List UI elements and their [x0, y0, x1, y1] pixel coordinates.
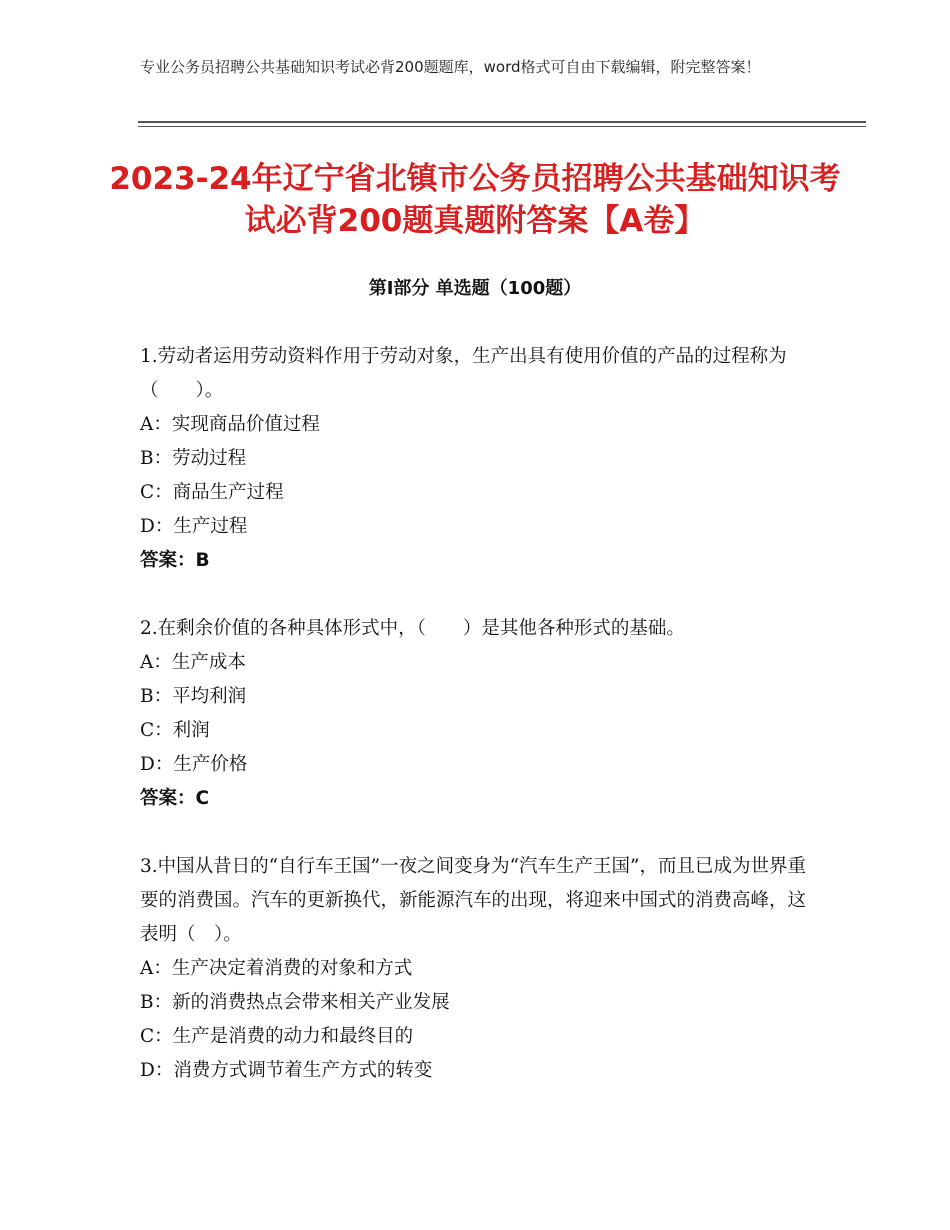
option-c: C：利润 — [140, 720, 210, 741]
option-b: B：劳动过程 — [140, 448, 247, 469]
option-d: D：消费方式调节着生产方式的转变 — [140, 1060, 433, 1081]
section-title: 第Ⅰ部分 单选题（100题） — [368, 278, 582, 299]
option-a: A：实现商品价值过程 — [140, 414, 320, 435]
question-stem: 3.中国从昔日的“自行车王国”一夜之间变身为“汽车生产王国”，而且已成为世界重要的消费国。汽车的更新换代，新能源汽车的出现，将迎来中国式的消费高峰，这表明（ ）。 — [140, 856, 807, 945]
question-2 — [140, 612, 810, 816]
header-divider-thick — [138, 121, 866, 123]
document-title: 2023-24年辽宁省北镇市公务员招聘公共基础知识考试必背200题真题附答案【A卷】 — [109, 161, 841, 239]
answer: 答案：C — [140, 788, 210, 809]
question-3 — [140, 850, 810, 1088]
option-a: A：生产成本 — [140, 652, 246, 673]
question-list — [140, 340, 810, 1122]
header-note: 专业公务员招聘公共基础知识考试必背200题题库，word格式可自由下载编辑，附完整答案！ — [140, 58, 761, 76]
option-b: B：平均利润 — [140, 686, 247, 707]
option-a: A：生产决定着消费的对象和方式 — [140, 958, 413, 979]
header-divider-thin — [138, 126, 866, 127]
question-stem: 1.劳动者运用劳动资料作用于劳动对象，生产出具有使用价值的产品的过程称为（ ）。 — [140, 346, 787, 401]
question-1 — [140, 340, 810, 578]
option-b: B：新的消费热点会带来相关产业发展 — [140, 992, 450, 1013]
option-c: C：生产是消费的动力和最终目的 — [140, 1026, 414, 1047]
answer: 答案：B — [140, 550, 210, 571]
option-d: D：生产过程 — [140, 516, 248, 537]
question-stem: 2.在剩余价值的各种具体形式中，（ ）是其他各种形式的基础。 — [140, 618, 685, 639]
option-c: C：商品生产过程 — [140, 482, 284, 503]
option-d: D：生产价格 — [140, 754, 248, 775]
